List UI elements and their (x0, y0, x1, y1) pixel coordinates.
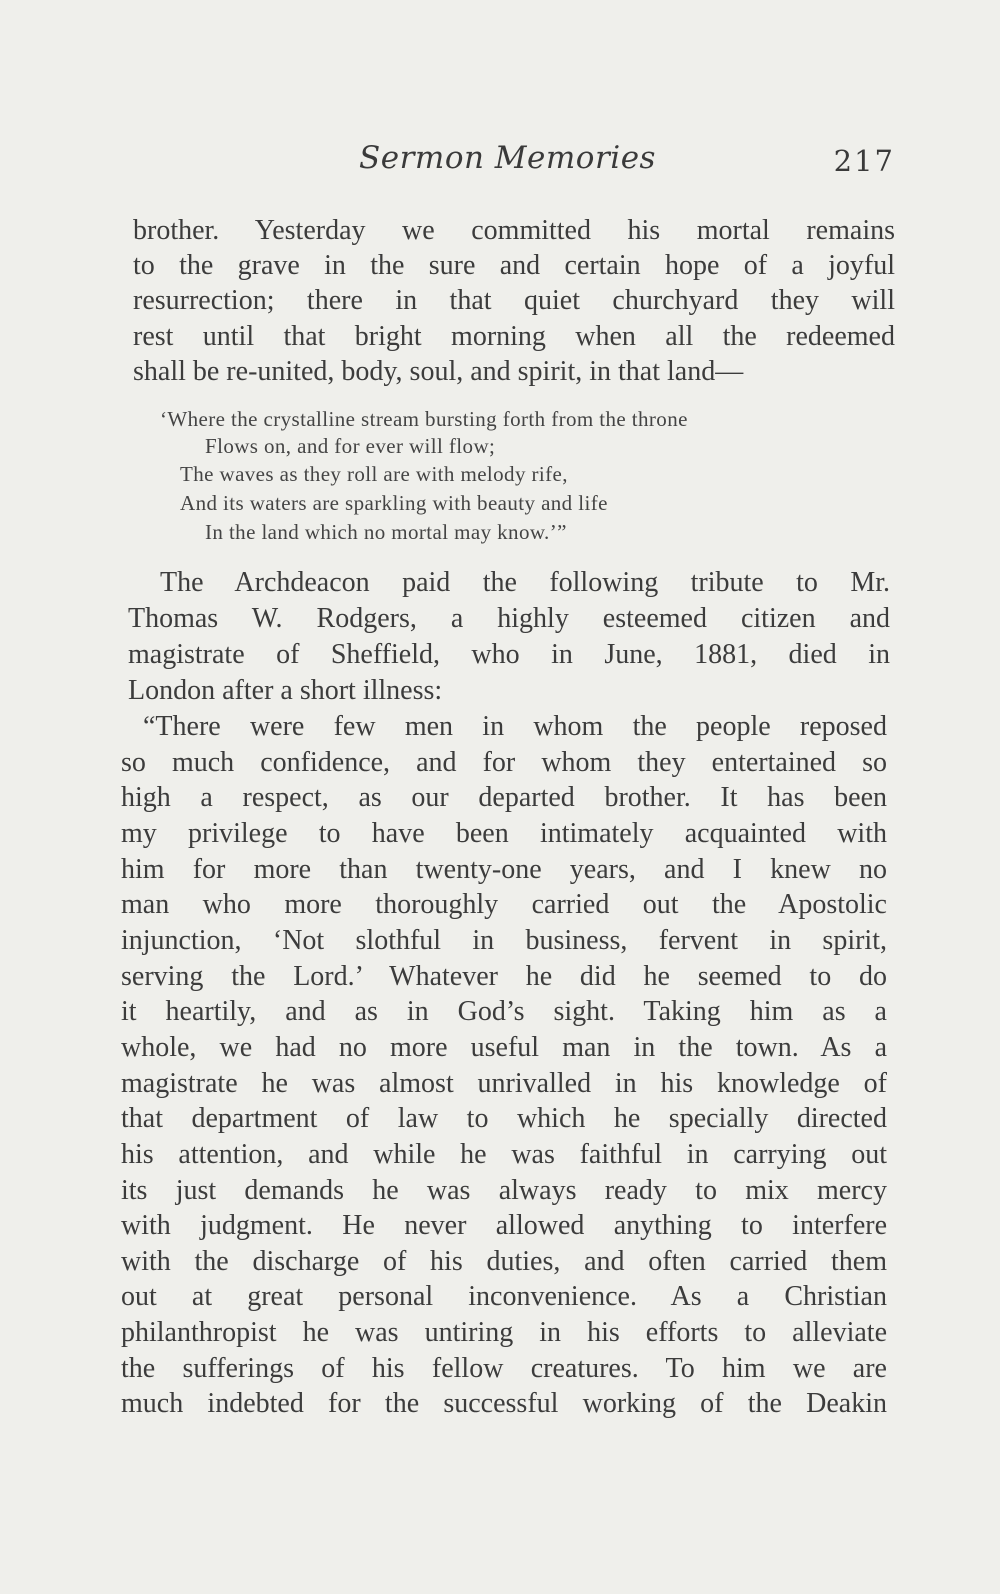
text-line: that department of law to which he specially directed (121, 1103, 887, 1134)
page-number: 217 (833, 144, 895, 178)
text-line: injunction, ‘Not slothful in business, fervent in spirit, (121, 925, 887, 956)
text-line: serving the Lord.’ Whatever he did he seemed to do (121, 961, 887, 992)
text-line: magistrate he was almost unrivalled in his knowledge of (121, 1068, 887, 1099)
text-line: with judgment. He never allowed anything to interfere (121, 1210, 887, 1241)
verse-line: The waves as they roll are with melody rife, (180, 462, 568, 486)
verse-line: Flows on, and for ever will flow; (205, 434, 496, 458)
text-line: it heartily, and as in God’s sight. Taking him as a (121, 996, 887, 1027)
verse-line: In the land which no mortal may know.’” (205, 520, 567, 544)
text-line: high a respect, as our departed brother. It has been (121, 782, 887, 813)
text-line: rest until that bright morning when all the redeemed (133, 321, 895, 352)
text-line: its just demands he was always ready to mix mercy (121, 1175, 887, 1206)
text-line: Thomas W. Rodgers, a highly esteemed citizen and (128, 603, 890, 634)
text-line: his attention, and while he was faithful in carrying out (121, 1139, 887, 1170)
text-line: out at great personal inconvenience. As a Christian (121, 1281, 887, 1312)
running-title: Sermon Memories (359, 140, 656, 176)
text-line: to the grave in the sure and certain hope of a joyful (133, 250, 895, 281)
text-line: the sufferings of his fellow creatures. To him we are (121, 1353, 887, 1384)
text-line: “There were few men in whom the people reposed (143, 711, 887, 742)
text-line: London after a short illness: (128, 675, 443, 706)
text-line: brother. Yesterday we committed his mortal remains (133, 215, 895, 246)
text-line: whole, we had no more useful man in the town. As a (121, 1032, 887, 1063)
text-line: philanthropist he was untiring in his efforts to alleviate (121, 1317, 887, 1348)
text-line: resurrection; there in that quiet churchyard they will (133, 285, 895, 316)
verse-line: ‘Where the crystalline stream bursting forth from the throne (160, 407, 688, 431)
text-line: shall be re-united, body, soul, and spirit, in that land— (133, 356, 744, 387)
verse-line: And its waters are sparkling with beauty and life (180, 491, 608, 515)
text-line: man who more thoroughly carried out the Apostolic (121, 889, 887, 920)
text-line: The Archdeacon paid the following tribute to Mr. (160, 567, 890, 598)
text-line: so much confidence, and for whom they entertained so (121, 747, 887, 778)
text-line: my privilege to have been intimately acquainted with (121, 818, 887, 849)
running-head (120, 140, 895, 188)
text-line: much indebted for the successful working of the Deakin (121, 1388, 887, 1419)
text-line: with the discharge of his duties, and often carried them (121, 1246, 887, 1277)
text-line: magistrate of Sheffield, who in June, 1881, died in (128, 639, 890, 670)
text-line: him for more than twenty-one years, and I knew no (121, 854, 887, 885)
